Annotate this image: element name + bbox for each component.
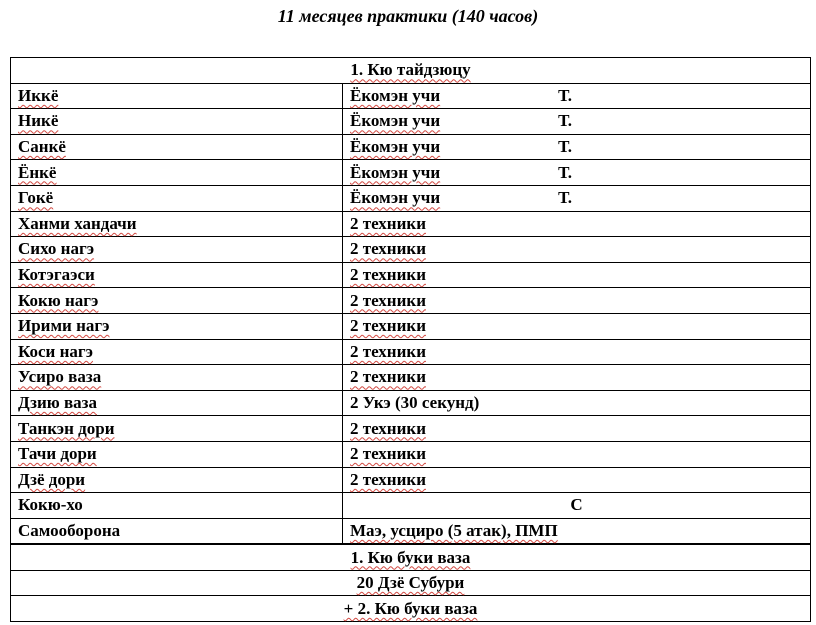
table-row xyxy=(11,160,811,186)
table-row xyxy=(11,83,811,109)
section-header-row xyxy=(11,58,811,84)
technique-name xyxy=(11,262,343,288)
technique-value xyxy=(343,109,811,135)
section-row xyxy=(11,596,811,622)
table-row xyxy=(11,134,811,160)
section-row xyxy=(11,570,811,596)
table-row xyxy=(11,518,811,544)
technique-value xyxy=(343,237,811,263)
technique-name xyxy=(11,185,343,211)
table-row xyxy=(11,339,811,365)
curriculum-table xyxy=(10,57,811,622)
technique-value xyxy=(343,160,811,186)
technique-name xyxy=(11,134,343,160)
section-header-label: 1. Кю тайдзюцу xyxy=(350,60,471,80)
technique-name xyxy=(11,441,343,467)
technique-name xyxy=(11,109,343,135)
table-row xyxy=(11,288,811,314)
table-row xyxy=(11,493,811,519)
table-row xyxy=(11,109,811,135)
technique-name xyxy=(11,288,343,314)
technique-mark: Т. xyxy=(558,85,573,105)
technique-value-text: 2 техники xyxy=(350,239,426,259)
section-row xyxy=(11,544,811,570)
technique-name-text: Тачи дори xyxy=(18,444,97,464)
technique-name xyxy=(11,211,343,237)
technique-name-text: Иккё xyxy=(18,85,59,105)
technique-name-text: Ёнкё xyxy=(18,162,57,182)
table-row xyxy=(11,441,811,467)
table-row xyxy=(11,467,811,493)
technique-value xyxy=(343,83,811,109)
section-jo-suburi xyxy=(11,570,811,596)
table-row xyxy=(11,390,811,416)
technique-name-text: Дзию ваза xyxy=(18,393,97,413)
technique-value-text: Ёкомэн учи xyxy=(350,162,441,182)
technique-value xyxy=(343,313,811,339)
table-row xyxy=(11,365,811,391)
table-row xyxy=(11,313,811,339)
technique-value-text: 2 техники xyxy=(350,444,426,464)
table-row xyxy=(11,416,811,442)
technique-value xyxy=(343,134,811,160)
technique-mark: Т. xyxy=(558,162,573,182)
technique-name xyxy=(11,518,343,544)
technique-value xyxy=(343,390,811,416)
technique-name xyxy=(11,237,343,263)
technique-name-text: Кокю-хо xyxy=(18,495,83,515)
technique-value xyxy=(343,441,811,467)
technique-value xyxy=(343,518,811,544)
technique-name xyxy=(11,493,343,519)
section-kyu-buki-waza xyxy=(11,544,811,570)
technique-value-text: 2 техники xyxy=(350,469,426,489)
table-row xyxy=(11,262,811,288)
page-title: 11 месяцев практики (140 часов) xyxy=(277,6,539,26)
technique-value xyxy=(343,185,811,211)
technique-mark: Т. xyxy=(558,137,573,157)
technique-value-text: Маэ, усциро (5 атак), ПМП xyxy=(350,520,558,540)
technique-name-text: Самооборона xyxy=(18,520,121,540)
technique-name-text: Дзё дори xyxy=(18,469,86,489)
technique-name-text: Никё xyxy=(18,111,59,131)
technique-value-text: 2 техники xyxy=(350,316,426,336)
technique-value-text: Ёкомэн учи xyxy=(350,137,441,157)
table-row xyxy=(11,211,811,237)
technique-value-text: С xyxy=(570,495,583,515)
section-label: 20 Дзё Субури xyxy=(356,573,465,593)
technique-value-text: Ёкомэн учи xyxy=(350,85,441,105)
technique-name xyxy=(11,313,343,339)
technique-value xyxy=(343,288,811,314)
technique-value-text: 2 техники xyxy=(350,341,426,361)
technique-name xyxy=(11,390,343,416)
section-header-kyu-taijutsu xyxy=(11,58,811,84)
technique-name-text: Санкё xyxy=(18,137,66,157)
section-label: 1. Кю буки ваза xyxy=(350,547,471,567)
technique-name-text: Ирими нагэ xyxy=(18,316,110,336)
technique-value xyxy=(343,467,811,493)
technique-name-text: Кокю нагэ xyxy=(18,290,99,310)
technique-value-text: 2 Укэ (30 секунд) xyxy=(350,393,480,413)
technique-name xyxy=(11,339,343,365)
table-row xyxy=(11,237,811,263)
technique-name xyxy=(11,467,343,493)
technique-name-text: Ханми хандачи xyxy=(18,213,137,233)
technique-value-text: 2 техники xyxy=(350,213,426,233)
technique-name-text: Коси нагэ xyxy=(18,341,93,361)
technique-value xyxy=(343,339,811,365)
section-kyu2-buki-waza xyxy=(11,596,811,622)
technique-value-text: Ёкомэн учи xyxy=(350,111,441,131)
technique-name xyxy=(11,365,343,391)
technique-name-text: Усиро ваза xyxy=(18,367,102,387)
technique-value xyxy=(343,262,811,288)
technique-name-text: Сихо нагэ xyxy=(18,239,95,259)
technique-value xyxy=(343,365,811,391)
technique-name xyxy=(11,83,343,109)
technique-value-text: 2 техники xyxy=(350,290,426,310)
technique-value xyxy=(343,493,811,519)
technique-name xyxy=(11,160,343,186)
technique-value-text: 2 техники xyxy=(350,418,426,438)
table-row xyxy=(11,185,811,211)
section-label: + 2. Кю буки ваза xyxy=(343,598,478,618)
technique-value-text: Ёкомэн учи xyxy=(350,188,441,208)
technique-value-text: 2 техники xyxy=(350,265,426,285)
technique-name-text: Котэгаэси xyxy=(18,265,95,285)
technique-name-text: Гокё xyxy=(18,188,54,208)
technique-value xyxy=(343,416,811,442)
technique-name-text: Танкэн дори xyxy=(18,418,115,438)
technique-mark: Т. xyxy=(558,111,573,131)
technique-value xyxy=(343,211,811,237)
technique-mark: Т. xyxy=(558,188,573,208)
technique-name xyxy=(11,416,343,442)
technique-value-text: 2 техники xyxy=(350,367,426,387)
